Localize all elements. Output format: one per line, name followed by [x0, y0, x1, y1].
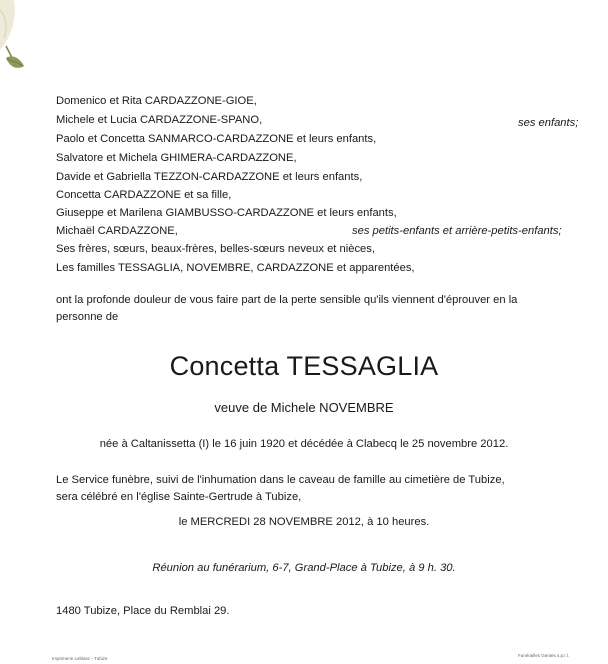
family-line-5: Davide et Gabriella TEZZON-CARDAZZONE et leurs enfants,	[56, 171, 363, 183]
funeral-home-credit: Funérailles Gentes s.p.r.l.	[518, 653, 570, 658]
family-line-6: Concetta CARDAZZONE et sa fille,	[56, 189, 232, 201]
announcement-line-2: personne de	[56, 311, 119, 323]
reunion: Réunion au funérarium, 6-7, Grand-Place à Tubize, à 9 h. 30.	[152, 562, 456, 574]
role-children: ses enfants;	[518, 117, 579, 129]
service-line-2: sera célébré en l'église Sainte-Gertrude à Tubize,	[56, 491, 302, 503]
family-line-4: Salvatore et Michela GHIMERA-CARDAZZONE,	[56, 152, 297, 164]
family-line-1: Domenico et Rita CARDAZZONE-GIOE,	[56, 95, 257, 107]
printer-credit: Imprimerie Leblanc - Tubize	[52, 656, 108, 661]
family-line-2: Michele et Lucia CARDAZZONE-SPANO,	[56, 114, 263, 126]
family-line-10: Les familles TESSAGLIA, NOVEMBRE, CARDAZZONE et apparentées,	[56, 262, 415, 274]
service-line-1: Le Service funèbre, suivi de l'inhumation dans le caveau de famille au cimetière de Tubize,	[56, 474, 505, 486]
address: 1480 Tubize, Place du Remblai 29.	[56, 605, 230, 617]
service-date: le MERCREDI 28 NOVEMBRE 2012, à 10 heures.	[178, 516, 430, 528]
rose-decoration	[0, 0, 40, 80]
family-line-9: Ses frères, sœurs, beaux-frères, belles-sœurs neveux et nièces,	[56, 243, 375, 255]
widow-of: veuve de Michele NOVEMBRE	[214, 400, 394, 415]
birth-death: née à Caltanissetta (I) le 16 juin 1920 et décédée à Clabecq le 25 novembre 2012.	[99, 438, 509, 450]
family-line-8: Michaël CARDAZZONE,	[56, 225, 178, 237]
role-grandchildren: ses petits-enfants et arrière-petits-enfants;	[352, 225, 562, 237]
family-line-7: Giuseppe et Marilena GIAMBUSSO-CARDAZZONE et leurs enfants,	[56, 207, 397, 219]
family-line-3: Paolo et Concetta SANMARCO-CARDAZZONE et leurs enfants,	[56, 133, 377, 145]
deceased-name: Concetta TESSAGLIA	[169, 351, 439, 381]
announcement-line-1: ont la profonde douleur de vous faire part de la perte sensible qu'ils viennent d'éprouver en la	[56, 294, 518, 306]
